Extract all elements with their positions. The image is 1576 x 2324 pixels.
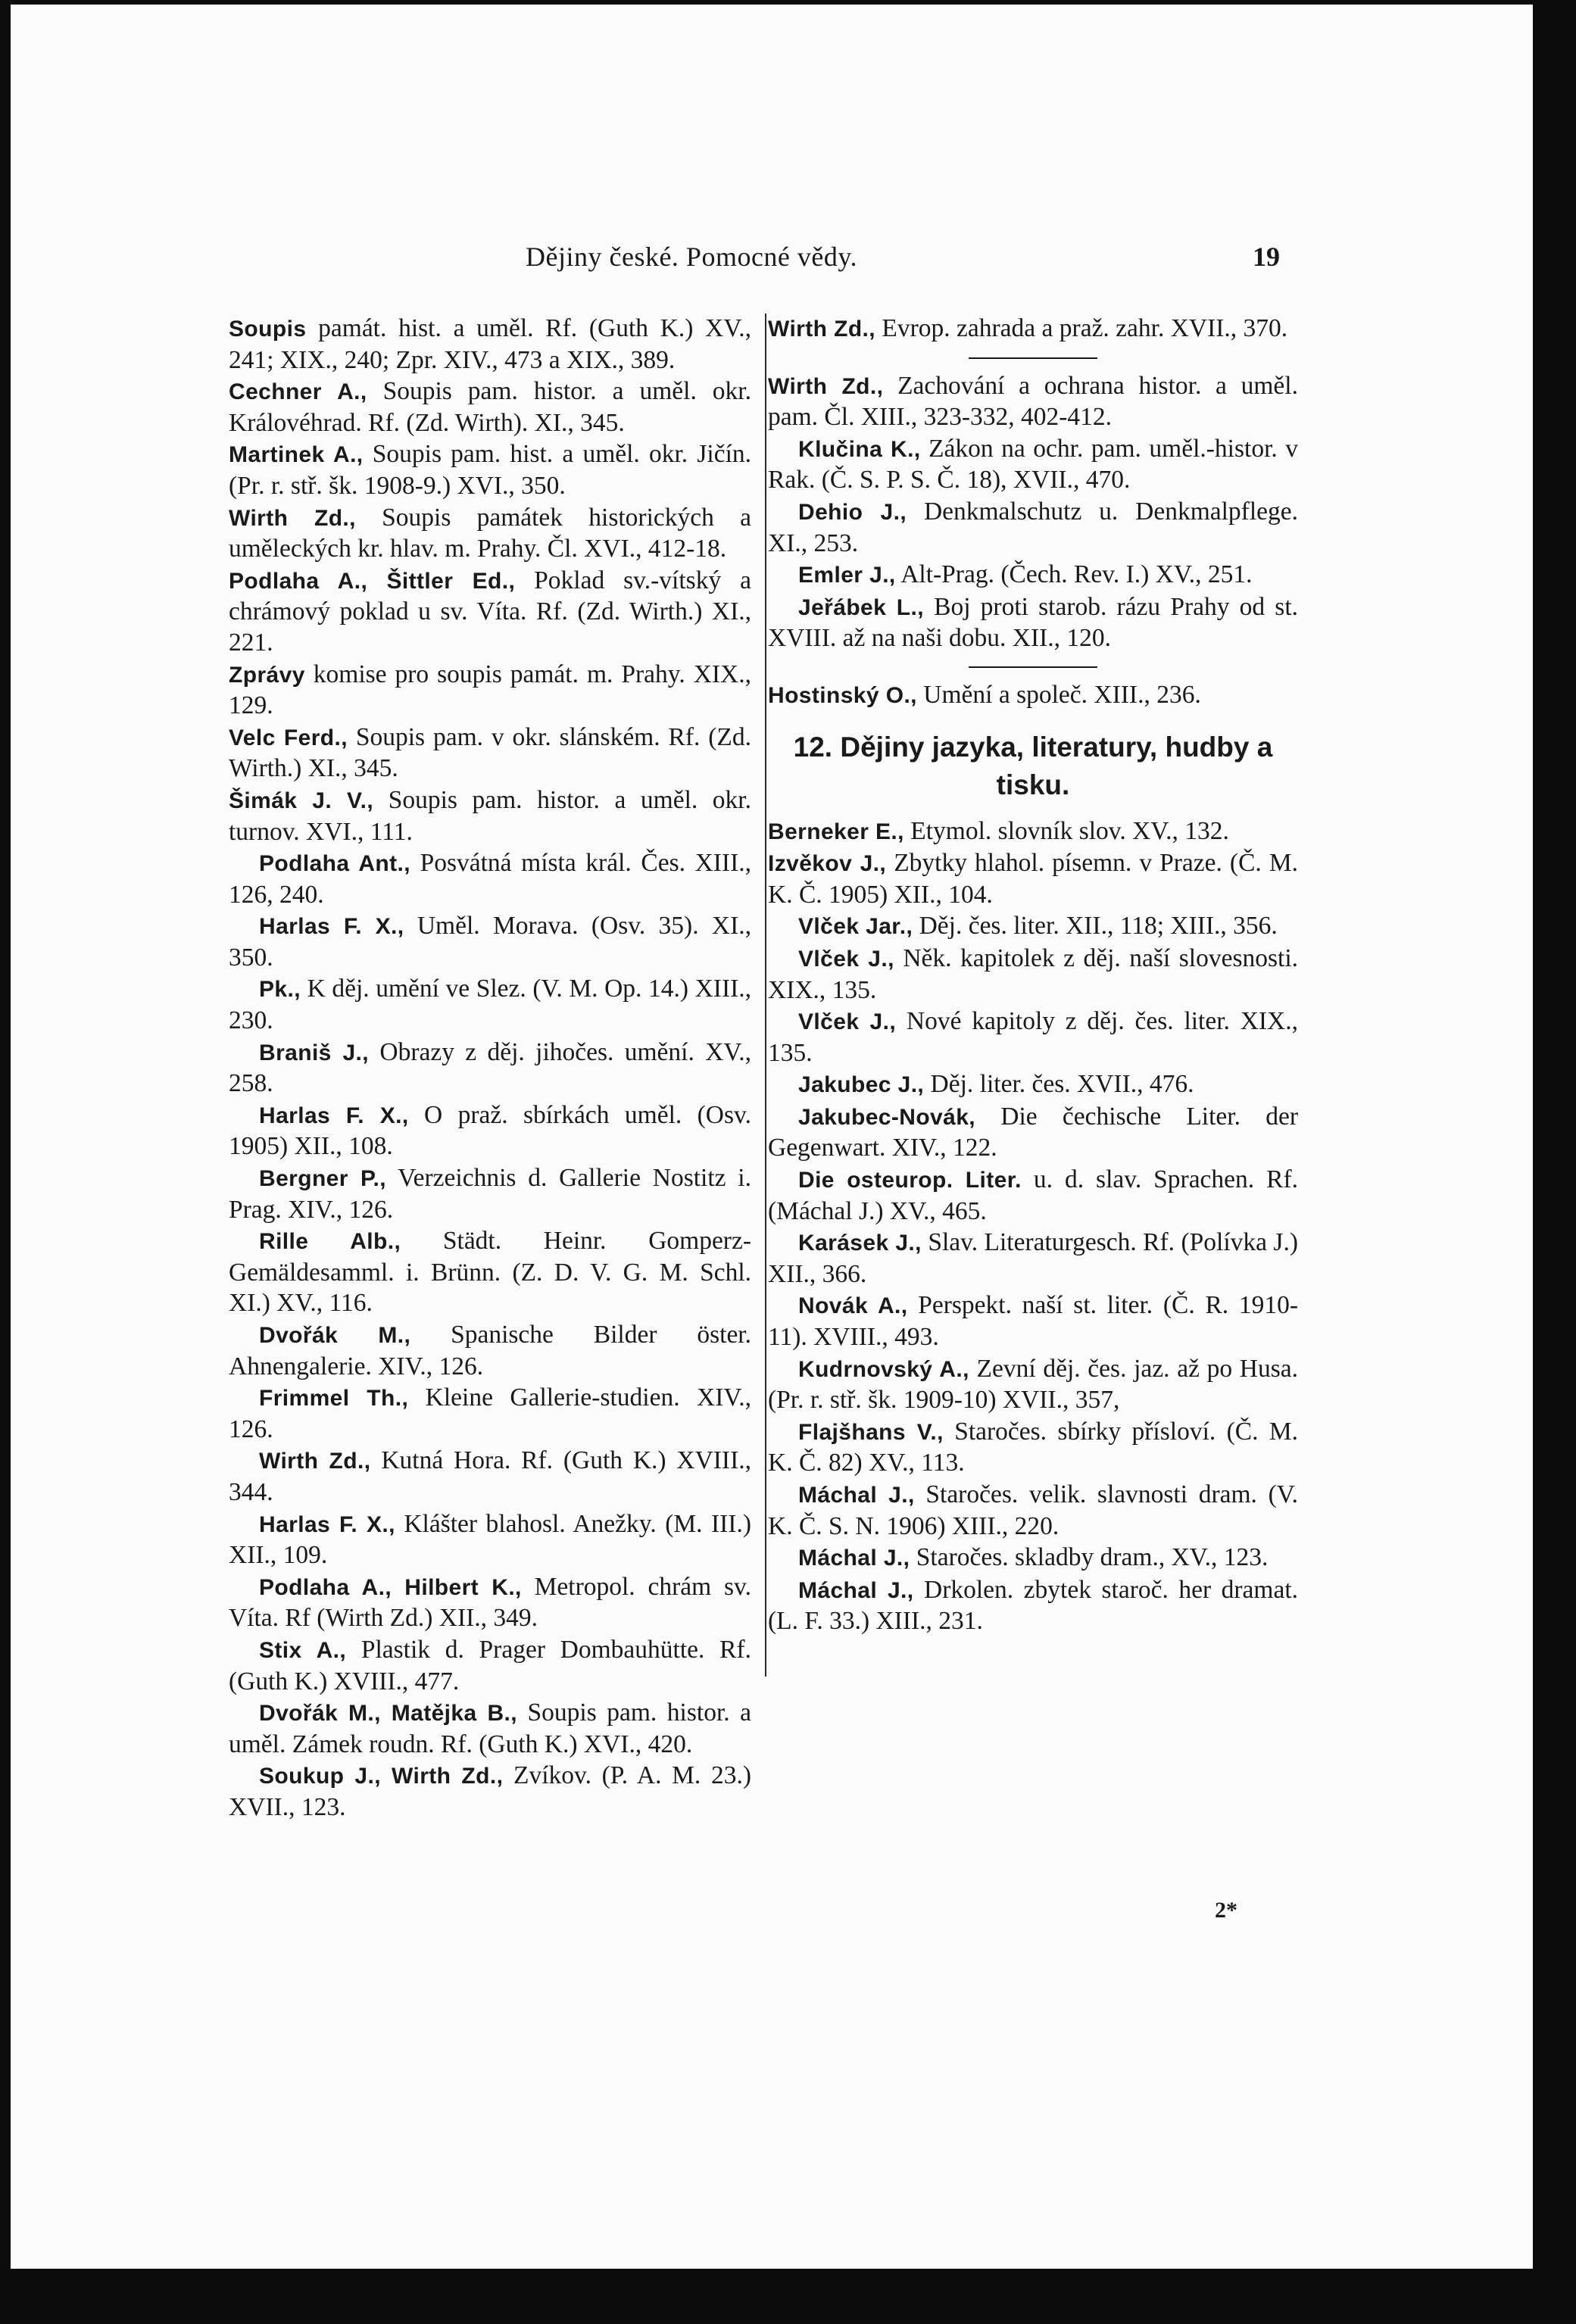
bibliography-entry bbox=[768, 680, 1298, 712]
bibliography-entry bbox=[229, 1383, 751, 1445]
entry-author: Flajšhans V., bbox=[798, 1419, 944, 1445]
entry-author: Vlček Jar., bbox=[798, 914, 913, 940]
bibliography-entry bbox=[229, 1635, 751, 1697]
bibliography-entry bbox=[229, 376, 751, 438]
entry-text: Umění a společ. XIII., 236. bbox=[923, 680, 1201, 709]
page-number: 19 bbox=[1253, 242, 1280, 272]
entry-text: u. d. slav. Sprachen. Rf. (Máchal J.) XV., 465. bbox=[768, 1165, 1299, 1225]
entry-text: Nové kapitoly z děj. čes. liter. XIX., 135. bbox=[768, 1007, 1298, 1067]
bibliography-entry bbox=[229, 974, 751, 1036]
bibliography-entry bbox=[229, 1320, 751, 1382]
entry-text: Soupis pam. histor. a uměl. okr. Královéhrad. Rf. (Zd. Wirth). XI., 345. bbox=[229, 377, 751, 437]
bibliography-entry bbox=[229, 1226, 751, 1319]
bibliography-entry bbox=[229, 503, 751, 565]
bibliography-entry bbox=[229, 1100, 751, 1162]
entry-text: Denkmalschutz u. Denkmalpflege. XI., 253. bbox=[768, 497, 1298, 557]
entry-author: Hostinský O., bbox=[768, 682, 917, 708]
entry-text: Něk. kapitolek z děj. naší slovesnosti. XIX., 135. bbox=[768, 944, 1299, 1004]
entry-text: Zákon na ochr. pam. uměl.-histor. v Rak. (Č. S. P. S. Č. 18), XVII., 470. bbox=[768, 434, 1299, 494]
entry-author: Podlaha Ant., bbox=[259, 851, 410, 877]
entry-text: Drkolen. zbytek staroč. her dramat. (L. F. 33.) XIII., 231. bbox=[768, 1575, 1298, 1636]
entry-text: Soupis pam. hist. a uměl. okr. Jičín. (Pr. r. stř. šk. 1908-9.) XVI., 350. bbox=[229, 440, 752, 500]
entry-author: Podlaha A., Hilbert K., bbox=[259, 1574, 522, 1600]
bibliography-entry bbox=[768, 1417, 1298, 1479]
entry-text: památ. hist. a uměl. Rf. (Guth K.) XV., 241; XIX., 240; Zpr. XIV., 473 a XIX., 389. bbox=[229, 314, 752, 374]
entry-author: Stix A., bbox=[259, 1637, 347, 1663]
entry-author: Wirth Zd., bbox=[768, 373, 884, 399]
entry-text: Boj proti starob. rázu Prahy od st. XVIII. až na naši dobu. XII., 120. bbox=[768, 592, 1299, 653]
entry-text: Staročes. velik. slavnosti dram. (V. K. Č. S. N. 1906) XIII., 220. bbox=[768, 1480, 1299, 1540]
entry-author: Jeřábek L., bbox=[798, 594, 924, 620]
bibliography-entry bbox=[768, 560, 1298, 591]
section-rule bbox=[969, 666, 1097, 668]
entry-text: Děj. liter. čes. XVII., 476. bbox=[930, 1070, 1194, 1099]
entry-author: Zprávy bbox=[229, 662, 305, 688]
bibliography-entry bbox=[768, 1290, 1298, 1352]
bibliography-entry bbox=[768, 592, 1298, 654]
entry-author: Martinek A., bbox=[229, 442, 364, 468]
bibliography-entry bbox=[768, 1575, 1298, 1637]
entry-author: Harlas F. X., bbox=[259, 914, 404, 940]
entry-author: Harlas F. X., bbox=[259, 1103, 409, 1128]
bibliography-entry bbox=[229, 439, 751, 501]
entry-author: Izvěkov J., bbox=[768, 851, 887, 877]
entry-text: Die čechische Liter. der Gegenwart. XIV., 122. bbox=[768, 1102, 1298, 1162]
entry-author: Wirth Zd., bbox=[768, 317, 876, 342]
entry-text: Städt. Heinr. Gomperz-Gemäldesamml. i. Brünn. (Z. D. V. G. M. Schl. XI.) XV., 116. bbox=[229, 1227, 751, 1318]
entry-text: Děj. čes. liter. XII., 118; XIII., 356. bbox=[919, 912, 1278, 941]
entry-text: Zachování a ochrana histor. a uměl. pam. Čl. XIII., 323-332, 402-412. bbox=[768, 371, 1298, 432]
bibliography-entry bbox=[229, 1446, 751, 1508]
entry-text: Soupis pam. histor. a uměl. okr. turnov. XVI., 111. bbox=[229, 785, 751, 846]
entry-author: Emler J., bbox=[798, 563, 896, 588]
entry-text: Kleine Gallerie-studien. XIV., 126. bbox=[229, 1383, 751, 1443]
entry-text: Zvíkov. (P. A. M. 23.) XVII., 123. bbox=[229, 1761, 751, 1821]
entry-text: Etymol. slovník slov. XV., 132. bbox=[910, 816, 1229, 845]
entry-author: Dvořák M., bbox=[259, 1323, 411, 1348]
entry-author: Berneker E., bbox=[768, 819, 904, 844]
entry-text: Zbytky hlahol. písemn. v Praze. (Č. M. K. Č. 1905) XII., 104. bbox=[768, 849, 1298, 909]
column-divider bbox=[765, 314, 766, 1677]
section-rule bbox=[969, 357, 1097, 359]
bibliography-entry bbox=[768, 944, 1298, 1006]
entry-author: Harlas F. X., bbox=[259, 1511, 395, 1537]
entry-author: Braniš J., bbox=[259, 1040, 370, 1065]
entry-text: Staročes. sbírky přísloví. (Č. M. K. Č. 82) XV., 113. bbox=[768, 1417, 1298, 1477]
entry-author: Die osteurop. Liter. bbox=[798, 1168, 1022, 1193]
entry-text: K děj. umění ve Slez. (V. M. Op. 14.) XIII., 230. bbox=[229, 975, 752, 1035]
entry-author: Máchal J., bbox=[798, 1546, 910, 1571]
bibliography-entry bbox=[229, 1698, 751, 1760]
entry-text: Kutná Hora. Rf. (Guth K.) XVIII., 344. bbox=[229, 1446, 751, 1506]
entry-author: Soukup J., Wirth Zd., bbox=[259, 1764, 504, 1789]
bibliography-entry bbox=[229, 1509, 751, 1571]
entry-text: komise pro soupis památ. m. Prahy. XIX., 129. bbox=[229, 660, 751, 720]
bibliography-entry bbox=[768, 434, 1298, 496]
bibliography-entry bbox=[229, 314, 751, 376]
entry-text: Plastik d. Prager Dombauhütte. Rf. (Guth K.) XVIII., 477. bbox=[229, 1635, 751, 1695]
entry-author: Dehio J., bbox=[798, 499, 907, 525]
entry-author: Máchal J., bbox=[798, 1483, 915, 1508]
entry-text: Metropol. chrám sv. Víta. Rf (Wirth Zd.) XII., 349. bbox=[229, 1572, 751, 1633]
entry-text: Verzeichnis d. Gallerie Nostitz i. Prag. XIV., 126. bbox=[229, 1164, 751, 1224]
entry-text: Perspekt. naší st. liter. (Č. R. 1910-11). XVIII., 493. bbox=[768, 1291, 1299, 1352]
bibliography-entry bbox=[768, 371, 1298, 433]
entry-author: Máchal J., bbox=[798, 1577, 914, 1603]
bibliography-entry bbox=[229, 1761, 751, 1823]
entry-author: Karásek J., bbox=[798, 1231, 922, 1256]
entry-text: Poklad sv.-vítský a chrámový poklad u sv. Víta. Rf. (Zd. Wirth.) XI., 221. bbox=[229, 566, 751, 657]
entry-text: Soupis památek historických a uměleckých kr. hlav. m. Prahy. Čl. XVI., 412-18. bbox=[229, 503, 751, 563]
entry-text: Staročes. skladby dram., XV., 123. bbox=[916, 1543, 1269, 1572]
bibliography-entry bbox=[768, 1069, 1298, 1101]
entry-author: Velc Ferd., bbox=[229, 725, 348, 750]
entry-author: Rille Alb., bbox=[259, 1229, 401, 1255]
signature-mark: 2* bbox=[1215, 1898, 1237, 1923]
bibliography-entry bbox=[229, 1037, 751, 1100]
entry-author: Soupis bbox=[229, 317, 307, 342]
bibliography-entry bbox=[768, 497, 1298, 559]
entry-author: Wirth Zd., bbox=[229, 505, 356, 531]
right-column bbox=[768, 314, 1298, 1638]
entry-author: Kudrnovský A., bbox=[798, 1356, 969, 1382]
entry-author: Dvořák M., Matějka B., bbox=[259, 1701, 517, 1727]
entry-author: Jakubec-Novák, bbox=[798, 1104, 976, 1130]
entry-author: Šimák J. V., bbox=[229, 788, 374, 813]
entry-text: Alt-Prag. (Čech. Rev. I.) XV., 251. bbox=[900, 560, 1253, 589]
left-column bbox=[229, 314, 751, 1824]
entry-text: Obrazy z děj. jihočes. umění. XV., 258. bbox=[229, 1037, 752, 1098]
entry-author: Wirth Zd., bbox=[259, 1449, 371, 1474]
bibliography-entry bbox=[229, 660, 751, 722]
entry-author: Vlček J., bbox=[798, 946, 894, 972]
running-header-title: Dějiny české. Pomocné vědy. bbox=[526, 242, 858, 272]
bibliography-entry bbox=[768, 848, 1298, 910]
entry-text: Soupis pam. v okr. slánském. Rf. (Zd. Wirth.) XI., 345. bbox=[229, 722, 751, 783]
bibliography-entry bbox=[768, 1354, 1298, 1416]
bibliography-entry bbox=[768, 1228, 1298, 1290]
bibliography-entry bbox=[229, 1163, 751, 1225]
bibliography-entry bbox=[768, 816, 1298, 848]
bibliography-entry bbox=[768, 1006, 1298, 1068]
entry-author: Klučina K., bbox=[798, 436, 921, 462]
entry-author: Frimmel Th., bbox=[259, 1386, 409, 1412]
entry-author: Cechner A., bbox=[229, 379, 367, 405]
entry-author: Podlaha A., Šittler Ed., bbox=[229, 568, 516, 594]
entry-author: Novák A., bbox=[798, 1293, 908, 1319]
bibliography-entry bbox=[229, 566, 751, 659]
entry-text: Slav. Literaturgesch. Rf. (Polívka J.) XII., 366. bbox=[768, 1228, 1299, 1288]
entry-text: Soupis pam. histor. a uměl. Zámek roudn. Rf. (Guth K.) XVI., 420. bbox=[229, 1699, 752, 1758]
entry-text: Spanische Bilder öster. Ahnengalerie. XIV., 126. bbox=[229, 1321, 751, 1380]
bibliography-entry bbox=[229, 848, 751, 910]
entry-author: Bergner P., bbox=[259, 1166, 386, 1192]
bibliography-entry bbox=[229, 911, 751, 973]
bibliography-entry bbox=[768, 1480, 1298, 1542]
entry-author: Jakubec J., bbox=[798, 1072, 925, 1098]
bibliography-entry bbox=[768, 1165, 1298, 1227]
entry-text: Zevní děj. čes. jaz. až po Husa. (Pr. r. stř. šk. 1909-10) XVII., 357, bbox=[768, 1354, 1298, 1415]
entry-author: Pk., bbox=[259, 977, 301, 1003]
bibliography-entry bbox=[768, 911, 1298, 943]
bibliography-entry bbox=[768, 1102, 1298, 1164]
entry-text: Klášter blahosl. Anežky. (M. III.) XII., 109. bbox=[229, 1509, 751, 1570]
entry-text: Evrop. zahrada a praž. zahr. XVII., 370. bbox=[882, 314, 1288, 342]
bibliography-entry bbox=[768, 314, 1298, 345]
entry-author: Vlček J., bbox=[798, 1009, 897, 1035]
entry-text: Posvátná místa král. Čes. XIII., 126, 240. bbox=[229, 849, 751, 909]
entry-text: O praž. sbírkách uměl. (Osv. 1905) XII., 108. bbox=[229, 1100, 751, 1161]
bibliography-entry bbox=[229, 785, 751, 847]
bibliography-entry bbox=[229, 1572, 751, 1634]
bibliography-entry bbox=[229, 722, 751, 785]
bibliography-entry bbox=[768, 1543, 1298, 1574]
book-page bbox=[11, 5, 1533, 2269]
entry-text: Uměl. Morava. (Osv. 35). XI., 350. bbox=[229, 912, 751, 972]
section-heading: 12. Dějiny jazyka, literatury, hudby a tisku. bbox=[793, 731, 1273, 800]
